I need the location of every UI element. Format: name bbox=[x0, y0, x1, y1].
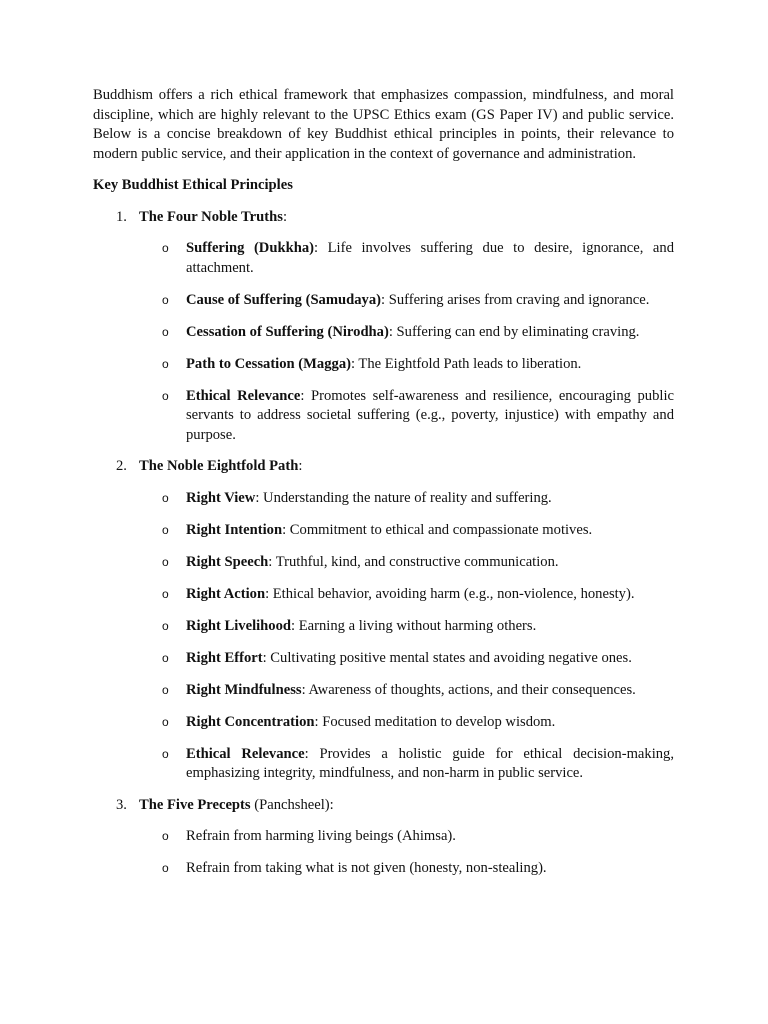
bullet-marker: o bbox=[162, 746, 169, 761]
item-term: Path to Cessation (Magga) bbox=[186, 355, 351, 372]
item-text: : Suffering arises from craving and ignorance. bbox=[381, 291, 650, 308]
item-text: : The Eightfold Path leads to liberation. bbox=[350, 355, 582, 372]
item-text: : Provides a holistic guide for ethical decision-making, emphasizing integrity, mindfulness, and non-harm in public service. bbox=[186, 745, 674, 781]
section-number: 3. bbox=[116, 796, 127, 813]
item-term: Suffering (Dukkha) bbox=[186, 240, 314, 256]
list-item bbox=[93, 649, 674, 669]
section-heading: Key Buddhist Ethical Principles bbox=[93, 177, 293, 193]
item-text: : Cultivating positive mental states and avoiding negative ones. bbox=[262, 649, 632, 666]
item-text: : Truthful, kind, and constructive communication. bbox=[268, 553, 559, 570]
list-item bbox=[93, 489, 674, 509]
item-text: : Earning a living without harming others. bbox=[291, 617, 537, 634]
item-term: Right Mindfulness bbox=[186, 681, 302, 698]
item-text: : Commitment to ethical and compassionate motives. bbox=[282, 521, 593, 538]
list-item bbox=[93, 323, 674, 343]
bullet-marker: o bbox=[162, 829, 169, 843]
bullet-marker: o bbox=[162, 490, 169, 505]
section-title bbox=[93, 796, 674, 816]
bullet-list bbox=[93, 827, 674, 879]
item-term: Ethical Relevance bbox=[186, 745, 305, 762]
section-title-suffix: (Panchsheel): bbox=[250, 796, 334, 813]
bullet-marker: o bbox=[162, 324, 169, 339]
item-text: : Ethical behavior, avoiding harm (e.g., non-violence, honesty). bbox=[265, 585, 635, 602]
item-text: : Focused meditation to develop wisdom. bbox=[314, 713, 556, 730]
bullet-list bbox=[93, 489, 674, 784]
section-1 bbox=[93, 208, 674, 446]
bullet-marker: o bbox=[162, 714, 169, 729]
list-item bbox=[93, 521, 674, 541]
bullet-marker: o bbox=[162, 241, 169, 255]
section-title-text: The Five Precepts bbox=[139, 796, 251, 813]
item-term: Cessation of Suffering (Nirodha) bbox=[186, 323, 389, 340]
item-text: : Understanding the nature of reality and suffering. bbox=[255, 489, 552, 506]
section-title bbox=[93, 208, 674, 228]
bullet-marker: o bbox=[162, 586, 169, 601]
item-term: Cause of Suffering (Samudaya) bbox=[186, 291, 381, 308]
item-term: Right Action bbox=[186, 585, 266, 602]
section-2 bbox=[93, 457, 674, 784]
item-term: Right Speech bbox=[186, 553, 269, 570]
list-item bbox=[93, 827, 674, 847]
list-item bbox=[93, 859, 674, 879]
bullet-list bbox=[93, 239, 674, 445]
section-title-suffix: : bbox=[282, 208, 287, 225]
item-term: Right Intention bbox=[186, 521, 283, 538]
bullet-marker: o bbox=[162, 292, 169, 307]
section-title bbox=[93, 457, 674, 477]
bullet-marker: o bbox=[162, 650, 169, 665]
item-text: : Life involves suffering due to desire, ignorance, and attachment. bbox=[186, 240, 675, 276]
list-item bbox=[93, 239, 674, 278]
item-term: Ethical Relevance bbox=[186, 387, 301, 404]
list-item bbox=[93, 617, 674, 637]
list-item bbox=[93, 681, 674, 701]
item-term: Right Effort bbox=[186, 649, 263, 666]
section-title-suffix: : bbox=[298, 458, 303, 474]
item-term: Right Livelihood bbox=[186, 617, 292, 634]
list-item bbox=[93, 355, 674, 375]
list-item bbox=[93, 713, 674, 733]
list-item bbox=[93, 585, 674, 605]
item-text: Refrain from taking what is not given (honesty, non-stealing). bbox=[186, 860, 547, 876]
section-title-text: The Noble Eightfold Path bbox=[139, 458, 299, 474]
bullet-marker: o bbox=[162, 861, 169, 875]
list-item bbox=[93, 291, 674, 311]
bullet-marker: o bbox=[162, 554, 169, 569]
bullet-marker: o bbox=[162, 522, 169, 537]
document-page bbox=[93, 86, 674, 891]
item-term: Right Concentration bbox=[186, 713, 315, 730]
item-text: : Promotes self-awareness and resilience, encouraging public servants to address societal suffering (e.g., poverty, injustice) with empathy and purpose. bbox=[186, 387, 674, 443]
item-text: : Awareness of thoughts, actions, and their consequences. bbox=[301, 681, 636, 698]
bullet-marker: o bbox=[162, 618, 169, 633]
list-item bbox=[93, 387, 674, 446]
item-text: : Suffering can end by eliminating craving. bbox=[388, 323, 640, 340]
list-item bbox=[93, 745, 674, 784]
item-term: Right View bbox=[186, 489, 256, 506]
section-number: 2. bbox=[116, 458, 127, 474]
section-3 bbox=[93, 796, 674, 879]
list-item bbox=[93, 553, 674, 573]
intro-paragraph: Buddhism offers a rich ethical framework that emphasizes compassion, mindfulness, and moral discipline, which are highly relevant to the UPSC Ethics exam (GS Paper IV) and public service. Below is a concise breakdown of key Buddhist ethical principles in points, their relevance to modern public service, and their application in the context of governance and administration. bbox=[93, 87, 674, 162]
bullet-marker: o bbox=[162, 682, 169, 697]
bullet-marker: o bbox=[162, 388, 169, 403]
bullet-marker: o bbox=[162, 356, 169, 371]
section-title-text: The Four Noble Truths bbox=[139, 208, 283, 225]
sections-list bbox=[93, 208, 674, 879]
item-text: Refrain from harming living beings (Ahimsa). bbox=[186, 828, 456, 844]
section-number: 1. bbox=[116, 208, 127, 225]
